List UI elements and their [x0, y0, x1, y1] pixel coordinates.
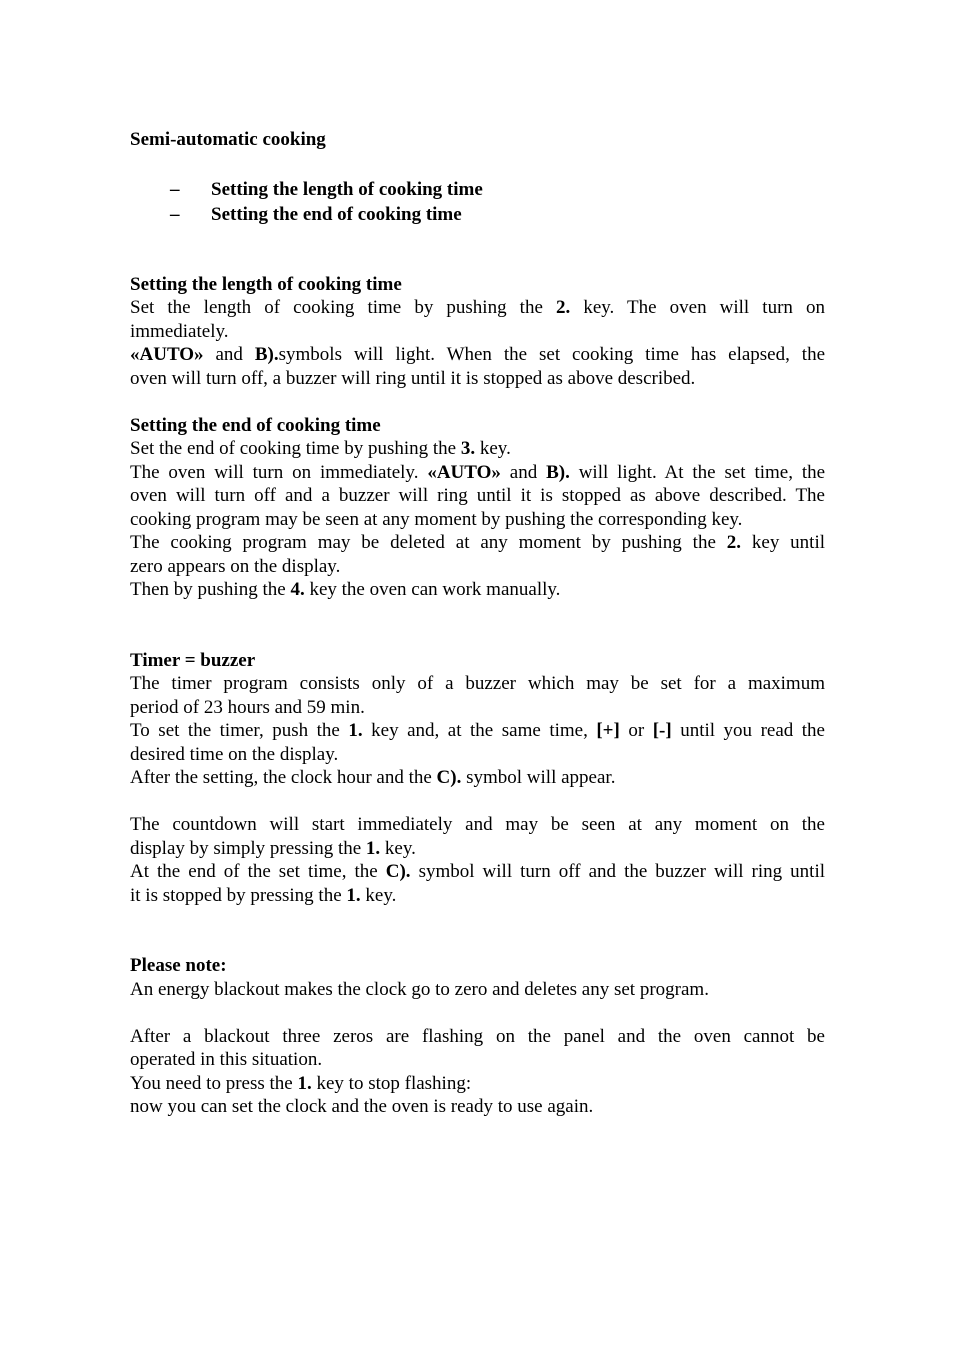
key-label: 1.	[297, 1072, 312, 1094]
paragraph-line: «AUTO» and B).symbols will light. When the set cooking time has elapsed, the	[130, 344, 826, 365]
paragraph-line: To set the timer, push the 1. key and, at the same time, [+] or [-] until you read the	[130, 720, 825, 741]
list-item-label: Setting the length of cooking time	[211, 178, 483, 200]
key-label: 2.	[726, 532, 742, 553]
paragraph-line: After the setting, the clock hour and the C). symbol will appear.	[130, 767, 616, 788]
dash-icon: –	[170, 203, 180, 225]
list-item	[130, 202, 825, 227]
paragraph-line: now you can set the clock and the oven is ready to use again.	[130, 1096, 594, 1117]
manual-page	[130, 128, 825, 1119]
plus-key-label: [+]	[596, 720, 620, 741]
minus-key-label: [-]	[652, 720, 672, 741]
paragraph-line: oven will turn off, a buzzer will ring until it is stopped as above described.	[130, 367, 696, 389]
key-label: 2.	[555, 297, 571, 318]
paragraph-line: You need to press the 1. key to stop flashing:	[130, 1072, 472, 1094]
paragraph-line: it is stopped by pressing the 1. key.	[130, 884, 397, 906]
paragraph-line: desired time on the display.	[130, 743, 339, 765]
paragraph-line: The timer program consists only of a buzzer which may be set for a maximum	[130, 673, 825, 694]
dash-icon: –	[170, 178, 180, 200]
list-item-label: Setting the end of cooking time	[211, 203, 462, 225]
paragraph-line: After a blackout three zeros are flashing on the panel and the oven cannot be	[130, 1025, 825, 1047]
symbol-label: C).	[436, 767, 462, 788]
paragraph-line: immediately.	[130, 320, 229, 342]
paragraph-line: cooking program may be seen at any moment by pushing the corresponding key.	[130, 508, 743, 530]
section-title: Semi-automatic cooking	[130, 129, 326, 150]
paragraph-line: The countdown will start immediately and may be seen at any moment on the	[130, 814, 825, 835]
auto-label: «AUTO»	[427, 461, 501, 483]
paragraph-line: period of 23 hours and 59 min.	[130, 696, 365, 718]
paragraph-line: display by simply pressing the 1. key.	[130, 837, 416, 859]
paragraph-line: operated in this situation.	[130, 1049, 323, 1070]
paragraph-line: An energy blackout makes the clock go to zero and deletes any set program.	[130, 978, 709, 1000]
paragraph-line: At the end of the set time, the C). symbol will turn off and the buzzer will ring until	[130, 861, 826, 882]
section-heading: Timer = buzzer	[130, 649, 256, 671]
symbol-label: B).	[254, 344, 279, 365]
list-item	[130, 177, 825, 202]
paragraph-line: Set the length of cooking time by pushing the 2. key. The oven will turn on	[130, 297, 825, 318]
paragraph-line: Then by pushing the 4. key the oven can work manually.	[130, 579, 561, 600]
auto-label: «AUTO»	[130, 344, 204, 365]
key-label: 1.	[346, 884, 361, 906]
symbol-label: C).	[385, 861, 411, 882]
symbol-label: B).	[546, 461, 570, 483]
key-label: 3.	[460, 438, 476, 459]
paragraph-line: The oven will turn on immediately. «AUTO» and B). will light. At the set time, the	[130, 461, 826, 483]
paragraph-line: Set the end of cooking time by pushing the 3. key.	[130, 438, 511, 459]
section-heading: Please note:	[130, 955, 227, 976]
section-heading: Setting the end of cooking time	[130, 414, 381, 436]
paragraph-line: oven will turn off and a buzzer will ring until it is stopped as above described. The	[130, 485, 825, 506]
paragraph-line: zero appears on the display.	[130, 555, 341, 577]
paragraph-line: The cooking program may be deleted at any moment by pushing the 2. key until	[130, 532, 826, 553]
key-label: 1.	[365, 837, 381, 859]
key-label: 1.	[348, 720, 363, 741]
mode-list	[130, 177, 825, 227]
key-label: 4.	[290, 579, 305, 600]
section-heading: Setting the length of cooking time	[130, 273, 402, 295]
